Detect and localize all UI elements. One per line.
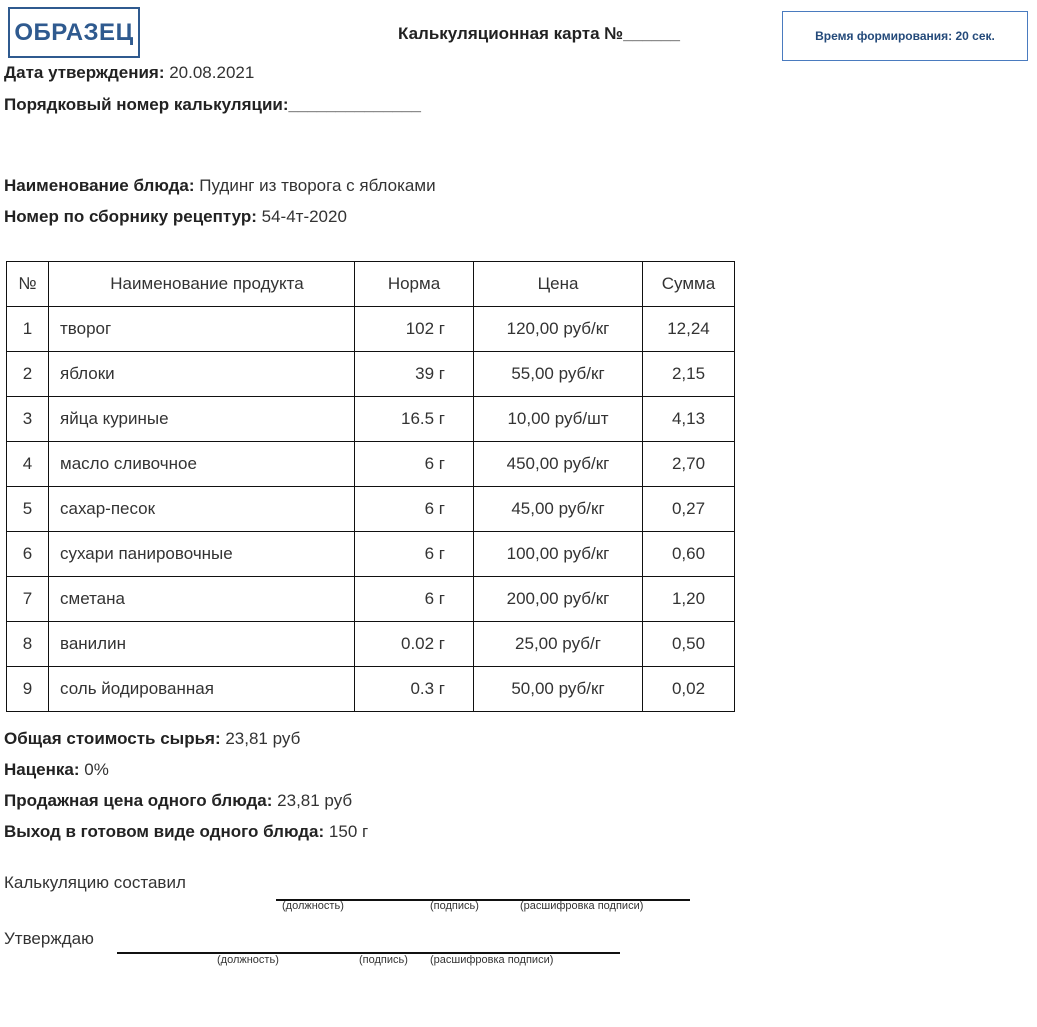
row-number-cell: 3 [7, 397, 49, 442]
approved-decryption-caption: (расшифровка подписи) [430, 954, 554, 966]
yield-label: Выход в готовом виде одного блюда: [4, 822, 325, 841]
norm-cell: 0.3 г [355, 667, 474, 712]
recipe-number-value: 54-4т-2020 [256, 207, 347, 226]
norm-cell: 6 г [355, 532, 474, 577]
approved-signature-caption: (подпись) [359, 954, 408, 966]
row-number-cell: 2 [7, 352, 49, 397]
compiled-position-caption: (должность) [282, 900, 344, 912]
product-name-cell: яблоки [49, 352, 355, 397]
norm-cell: 102 г [355, 307, 474, 352]
serial-number-label: Порядковый номер калькуляции:______________ [4, 95, 421, 114]
dish-name-label: Наименование блюда: [4, 176, 195, 195]
document-title: Калькуляционная карта №______ [398, 24, 680, 43]
product-name-cell: масло сливочное [49, 442, 355, 487]
sale-price [4, 791, 352, 811]
price-cell: 120,00 руб/кг [474, 307, 643, 352]
row-number-cell: 7 [7, 577, 49, 622]
table-row [7, 487, 735, 532]
sum-cell: 12,24 [643, 307, 735, 352]
yield [4, 822, 368, 842]
approval-date-label: Дата утверждения: [4, 63, 165, 82]
row-number-cell: 9 [7, 667, 49, 712]
product-name-cell: сметана [49, 577, 355, 622]
price-cell: 50,00 руб/кг [474, 667, 643, 712]
compiled-by-label: Калькуляцию составил [4, 873, 186, 892]
norm-cell: 6 г [355, 442, 474, 487]
header-norm: Норма [355, 262, 474, 307]
raw-cost [4, 729, 300, 749]
sum-cell: 0,50 [643, 622, 735, 667]
row-number-cell: 6 [7, 532, 49, 577]
table-row [7, 577, 735, 622]
markup-value: 0% [79, 760, 109, 779]
table-row [7, 532, 735, 577]
product-name-cell: творог [49, 307, 355, 352]
header-price: Цена [474, 262, 643, 307]
approved-position-caption: (должность) [217, 954, 279, 966]
norm-cell: 6 г [355, 577, 474, 622]
approval-date-value: 20.08.2021 [164, 63, 255, 82]
header-product: Наименование продукта [49, 262, 355, 307]
norm-cell: 0.02 г [355, 622, 474, 667]
product-name-cell: яйца куриные [49, 397, 355, 442]
price-cell: 450,00 руб/кг [474, 442, 643, 487]
serial-number [4, 95, 421, 115]
price-cell: 55,00 руб/кг [474, 352, 643, 397]
sum-cell: 0,02 [643, 667, 735, 712]
raw-cost-label: Общая стоимость сырья: [4, 729, 221, 748]
sum-cell: 1,20 [643, 577, 735, 622]
sum-cell: 4,13 [643, 397, 735, 442]
table-row [7, 622, 735, 667]
sum-cell: 2,70 [643, 442, 735, 487]
row-number-cell: 4 [7, 442, 49, 487]
table-row [7, 397, 735, 442]
price-cell: 25,00 руб/г [474, 622, 643, 667]
sum-cell: 2,15 [643, 352, 735, 397]
dish-name-value: Пудинг из творога с яблоками [194, 176, 436, 195]
markup [4, 760, 109, 780]
recipe-number-label: Номер по сборнику рецептур: [4, 207, 257, 226]
compiled-decryption-caption: (расшифровка подписи) [520, 900, 644, 912]
table-row [7, 307, 735, 352]
ingredients-table [6, 261, 735, 712]
sample-stamp [8, 7, 140, 58]
row-number-cell: 8 [7, 622, 49, 667]
compiled-signature-caption: (подпись) [430, 900, 479, 912]
row-number-cell: 1 [7, 307, 49, 352]
price-cell: 200,00 руб/кг [474, 577, 643, 622]
header-number: № [7, 262, 49, 307]
sample-stamp-text: ОБРАЗЕЦ [14, 18, 134, 46]
norm-cell: 6 г [355, 487, 474, 532]
sum-cell: 0,27 [643, 487, 735, 532]
price-cell: 45,00 руб/кг [474, 487, 643, 532]
dish-name [4, 176, 436, 196]
table-header-row [7, 262, 735, 307]
markup-label: Наценка: [4, 760, 80, 779]
yield-value: 150 г [324, 822, 369, 841]
table-row [7, 352, 735, 397]
price-cell: 100,00 руб/кг [474, 532, 643, 577]
table-row [7, 667, 735, 712]
table-row [7, 442, 735, 487]
price-cell: 10,00 руб/шт [474, 397, 643, 442]
generation-time-box [782, 11, 1028, 61]
recipe-number [4, 207, 347, 227]
product-name-cell: сухари панировочные [49, 532, 355, 577]
generation-time-text: Время формирования: 20 сек. [815, 29, 995, 43]
approval-date [4, 63, 254, 83]
product-name-cell: соль йодированная [49, 667, 355, 712]
sum-cell: 0,60 [643, 532, 735, 577]
row-number-cell: 5 [7, 487, 49, 532]
product-name-cell: ванилин [49, 622, 355, 667]
sale-price-label: Продажная цена одного блюда: [4, 791, 273, 810]
product-name-cell: сахар-песок [49, 487, 355, 532]
raw-cost-value: 23,81 руб [220, 729, 301, 748]
sale-price-value: 23,81 руб [272, 791, 353, 810]
header-sum: Сумма [643, 262, 735, 307]
approved-label: Утверждаю [4, 929, 94, 948]
norm-cell: 39 г [355, 352, 474, 397]
norm-cell: 16.5 г [355, 397, 474, 442]
